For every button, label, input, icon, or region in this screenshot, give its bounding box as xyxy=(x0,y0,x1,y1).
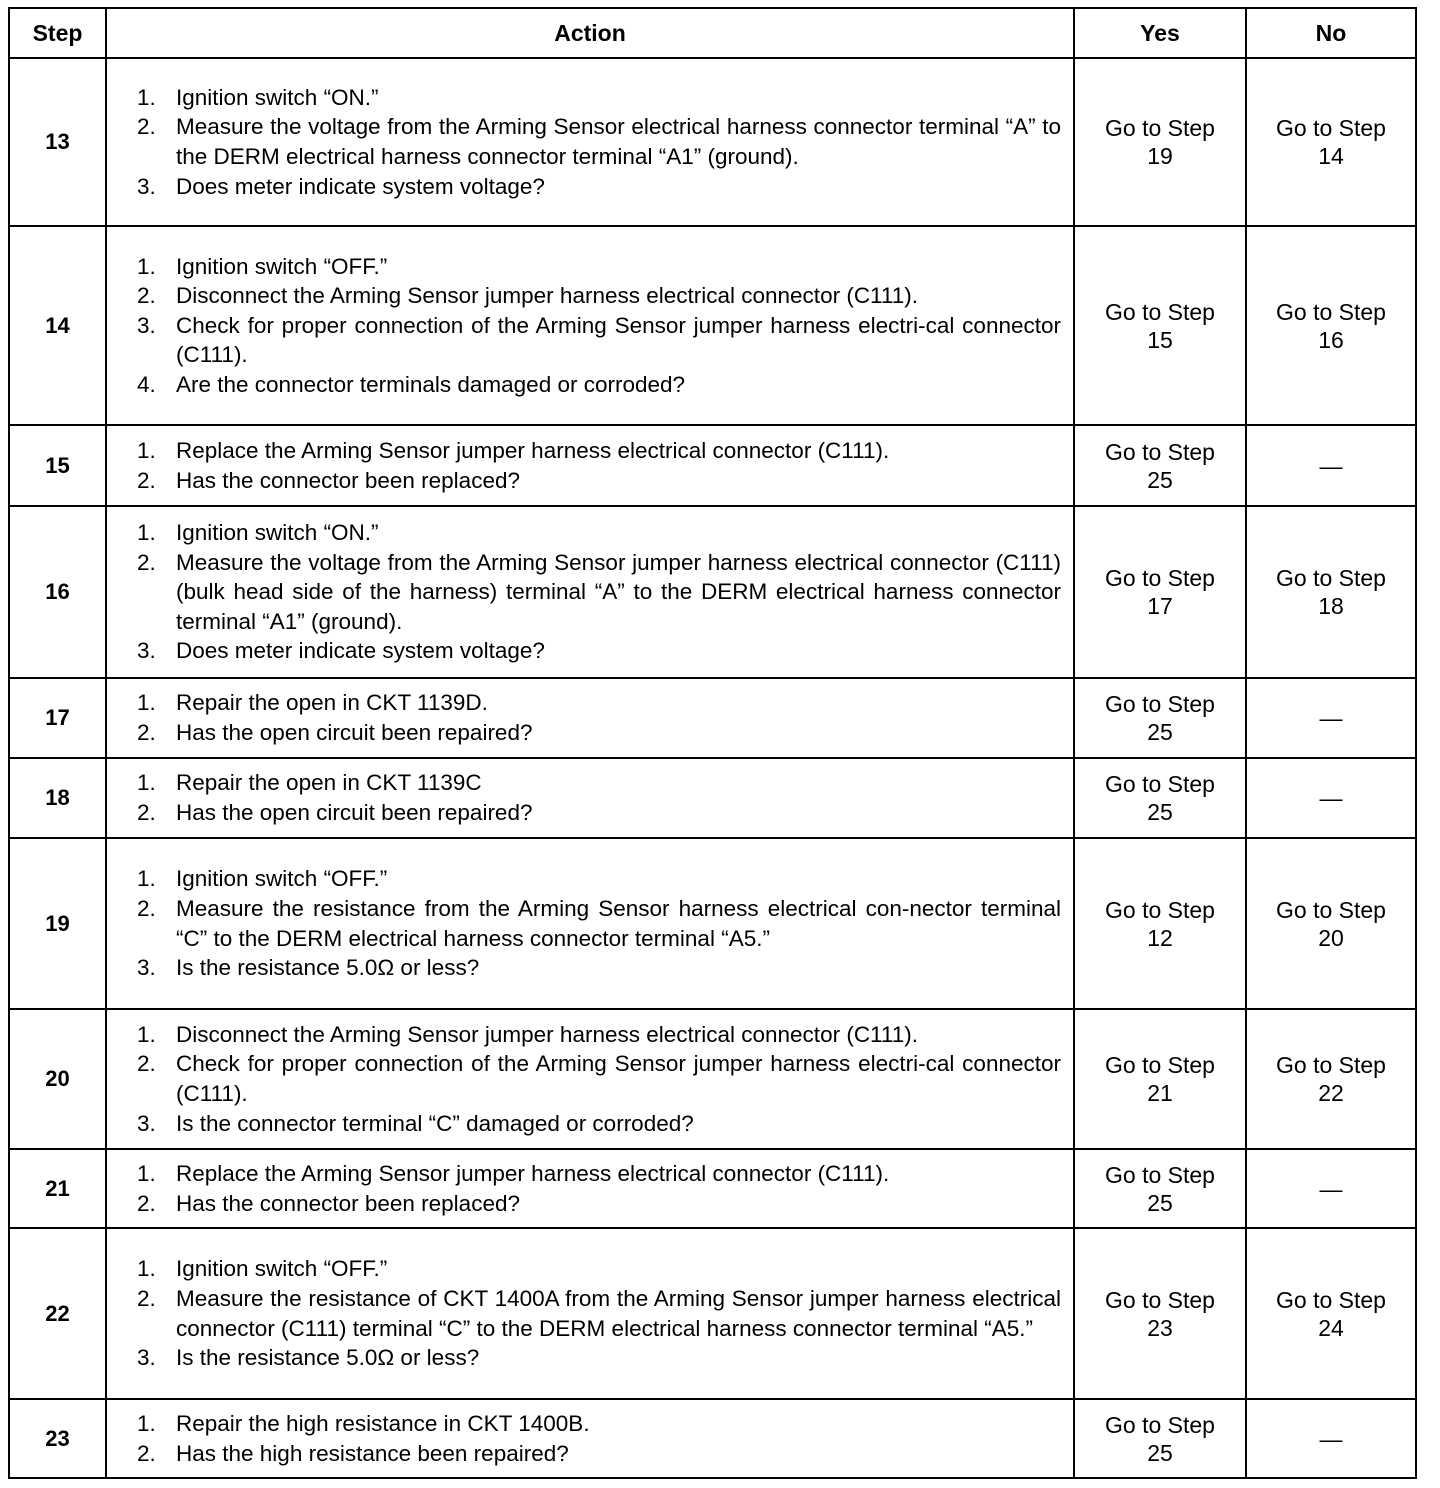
yes-result: Go to Step 17 xyxy=(1074,506,1246,678)
action-item-number: 3. xyxy=(137,1345,156,1371)
action-list-item xyxy=(129,636,1061,666)
action-item-number: 3. xyxy=(137,1110,156,1136)
action-cell xyxy=(106,425,1074,506)
action-item-text: Check for proper connection of the Arming Sensor jumper harness electri-cal connector (C111). xyxy=(176,312,1061,368)
action-list-item xyxy=(129,436,1061,466)
action-item-number: 1. xyxy=(137,1410,156,1436)
action-list xyxy=(129,1254,1061,1372)
action-list-item xyxy=(129,953,1061,983)
table-row xyxy=(9,506,1416,678)
action-item-number: 2. xyxy=(137,467,156,493)
action-item-text: Measure the resistance from the Arming Sensor harness electrical con-nector terminal “C” to the DERM electrical harness connector terminal “A5.” xyxy=(176,895,1061,951)
step-number: 15 xyxy=(9,425,106,506)
action-item-text: Measure the voltage from the Arming Sensor jumper harness electrical connector (C111) (bulk head side of the harness) terminal “A” to the DERM electrical harness connector terminal “A1” (ground). xyxy=(176,549,1061,634)
action-item-number: 2. xyxy=(137,895,156,921)
action-list-item xyxy=(129,1020,1061,1050)
action-list xyxy=(129,864,1061,982)
action-item-text: Ignition switch “OFF.” xyxy=(176,1256,388,1282)
action-list-item xyxy=(129,311,1061,370)
action-item-number: 1. xyxy=(137,253,156,279)
action-cell xyxy=(106,506,1074,678)
action-list-item xyxy=(129,1284,1061,1343)
header-no: No xyxy=(1246,8,1416,58)
action-list-item xyxy=(129,83,1061,113)
action-list-item xyxy=(129,1109,1061,1139)
action-item-number: 1. xyxy=(137,1256,156,1282)
header-action: Action xyxy=(106,8,1074,58)
yes-result: Go to Step 25 xyxy=(1074,1149,1246,1228)
action-item-text: Has the connector been replaced? xyxy=(176,1190,520,1216)
action-item-number: 2. xyxy=(137,283,156,309)
action-list-item xyxy=(129,1159,1061,1189)
action-item-text: Is the resistance 5.0Ω or less? xyxy=(176,1345,480,1371)
action-item-text: Repair the open in CKT 1139C xyxy=(176,770,482,796)
table-row xyxy=(9,425,1416,506)
action-item-number: 2. xyxy=(137,1190,156,1216)
action-item-text: Disconnect the Arming Sensor jumper harness electrical connector (C111). xyxy=(176,1021,919,1047)
no-result: — xyxy=(1246,425,1416,506)
no-result: Go to Step 24 xyxy=(1246,1228,1416,1399)
action-item-text: Is the resistance 5.0Ω or less? xyxy=(176,955,480,981)
step-number: 22 xyxy=(9,1228,106,1399)
step-number: 21 xyxy=(9,1149,106,1228)
action-item-number: 2. xyxy=(137,1440,156,1466)
yes-result: Go to Step 21 xyxy=(1074,1009,1246,1149)
action-item-text: Disconnect the Arming Sensor jumper harness electrical connector (C111). xyxy=(176,283,919,309)
action-cell xyxy=(106,758,1074,838)
action-list-item xyxy=(129,281,1061,311)
yes-result: Go to Step 23 xyxy=(1074,1228,1246,1399)
table-row xyxy=(9,758,1416,838)
table-row xyxy=(9,58,1416,226)
action-item-text: Ignition switch “ON.” xyxy=(176,84,379,110)
action-item-text: Repair the open in CKT 1139D. xyxy=(176,690,488,716)
table-row xyxy=(9,1228,1416,1399)
table-row xyxy=(9,838,1416,1009)
action-item-number: 1. xyxy=(137,1160,156,1186)
action-item-text: Does meter indicate system voltage? xyxy=(176,638,545,664)
action-item-text: Has the connector been replaced? xyxy=(176,467,520,493)
action-item-number: 1. xyxy=(137,690,156,716)
action-cell xyxy=(106,1149,1074,1228)
action-list-item xyxy=(129,1189,1061,1219)
action-item-number: 3. xyxy=(137,638,156,664)
action-item-text: Has the open circuit been repaired? xyxy=(176,800,533,825)
action-list-item xyxy=(129,518,1061,548)
action-list-item xyxy=(129,798,1061,828)
action-list-item xyxy=(129,688,1061,718)
action-list-item xyxy=(129,370,1061,400)
action-item-number: 2. xyxy=(137,720,156,745)
action-item-number: 1. xyxy=(137,437,156,463)
action-item-number: 4. xyxy=(137,371,156,397)
action-item-number: 1. xyxy=(137,770,156,796)
yes-result: Go to Step 25 xyxy=(1074,678,1246,758)
table-row xyxy=(9,1009,1416,1149)
action-item-text: Ignition switch “OFF.” xyxy=(176,253,388,279)
action-list-item xyxy=(129,1049,1061,1108)
diagnostic-step-table xyxy=(8,7,1417,1479)
action-cell xyxy=(106,58,1074,226)
yes-result: Go to Step 25 xyxy=(1074,1399,1246,1478)
action-list-item xyxy=(129,1439,1061,1469)
step-number: 13 xyxy=(9,58,106,226)
action-item-text: Check for proper connection of the Arming Sensor jumper harness electri-cal connector (C111). xyxy=(176,1051,1061,1106)
table-header-row xyxy=(9,8,1416,58)
action-item-number: 3. xyxy=(137,173,156,199)
action-list-item xyxy=(129,864,1061,894)
action-item-text: Are the connector terminals damaged or corroded? xyxy=(176,371,686,397)
action-list-item xyxy=(129,252,1061,282)
action-item-number: 2. xyxy=(137,1285,156,1311)
step-number: 23 xyxy=(9,1399,106,1478)
action-cell xyxy=(106,226,1074,425)
action-item-text: Replace the Arming Sensor jumper harness electrical connector (C111). xyxy=(176,437,890,463)
action-list-item xyxy=(129,1409,1061,1439)
step-number: 16 xyxy=(9,506,106,678)
action-item-text: Has the high resistance been repaired? xyxy=(176,1440,569,1466)
action-cell xyxy=(106,678,1074,758)
action-cell xyxy=(106,1228,1074,1399)
table-body xyxy=(9,58,1416,1478)
step-number: 17 xyxy=(9,678,106,758)
header-step: Step xyxy=(9,8,106,58)
action-item-number: 2. xyxy=(137,549,156,575)
action-list xyxy=(129,436,1061,495)
action-item-text: Has the open circuit been repaired? xyxy=(176,720,533,745)
action-item-number: 3. xyxy=(137,955,156,981)
no-result: — xyxy=(1246,1399,1416,1478)
action-list-item xyxy=(129,718,1061,748)
action-list xyxy=(129,1020,1061,1138)
yes-result: Go to Step 25 xyxy=(1074,425,1246,506)
yes-result: Go to Step 19 xyxy=(1074,58,1246,226)
action-item-number: 2. xyxy=(137,800,156,825)
table-row xyxy=(9,1399,1416,1478)
step-number: 20 xyxy=(9,1009,106,1149)
yes-result: Go to Step 12 xyxy=(1074,838,1246,1009)
no-result: — xyxy=(1246,1149,1416,1228)
no-result: Go to Step 16 xyxy=(1246,226,1416,425)
action-item-text: Ignition switch “ON.” xyxy=(176,520,379,546)
action-list-item xyxy=(129,466,1061,496)
action-item-number: 1. xyxy=(137,1021,156,1047)
yes-result: Go to Step 25 xyxy=(1074,758,1246,838)
action-list-item xyxy=(129,112,1061,171)
action-item-number: 1. xyxy=(137,520,156,546)
action-item-text: Ignition switch “OFF.” xyxy=(176,866,388,892)
no-result: Go to Step 22 xyxy=(1246,1009,1416,1149)
action-list-item xyxy=(129,1254,1061,1284)
action-list xyxy=(129,252,1061,400)
action-list-item xyxy=(129,548,1061,637)
action-item-number: 3. xyxy=(137,312,156,338)
step-number: 14 xyxy=(9,226,106,425)
no-result: Go to Step 18 xyxy=(1246,506,1416,678)
step-number: 18 xyxy=(9,758,106,838)
action-item-text: Is the connector terminal “C” damaged or corroded? xyxy=(176,1110,694,1136)
action-list xyxy=(129,1159,1061,1218)
action-list xyxy=(129,1409,1061,1468)
action-item-text: Replace the Arming Sensor jumper harness electrical connector (C111). xyxy=(176,1160,890,1186)
action-list-item xyxy=(129,768,1061,798)
action-list-item xyxy=(129,1343,1061,1373)
action-list xyxy=(129,518,1061,666)
table-row xyxy=(9,1149,1416,1228)
no-result: — xyxy=(1246,678,1416,758)
table-row xyxy=(9,226,1416,425)
action-item-number: 1. xyxy=(137,84,156,110)
action-cell xyxy=(106,1399,1074,1478)
action-list-item xyxy=(129,894,1061,953)
action-item-number: 2. xyxy=(137,114,156,140)
action-list-item xyxy=(129,172,1061,202)
no-result: Go to Step 20 xyxy=(1246,838,1416,1009)
action-item-text: Repair the high resistance in CKT 1400B. xyxy=(176,1410,590,1436)
action-list xyxy=(129,768,1061,827)
action-list xyxy=(129,688,1061,747)
action-item-number: 2. xyxy=(137,1051,156,1077)
yes-result: Go to Step 15 xyxy=(1074,226,1246,425)
action-item-text: Measure the resistance of CKT 1400A from the Arming Sensor jumper harness electrical connector (C111) terminal “C” to the DERM electrical harness connector terminal “A5.” xyxy=(176,1285,1061,1341)
action-item-number: 1. xyxy=(137,866,156,892)
action-cell xyxy=(106,1009,1074,1149)
header-yes: Yes xyxy=(1074,8,1246,58)
no-result: — xyxy=(1246,758,1416,838)
action-list xyxy=(129,83,1061,201)
action-item-text: Measure the voltage from the Arming Sensor electrical harness connector terminal “A” to the DERM electrical harness connector terminal “A1” (ground). xyxy=(176,114,1061,169)
action-cell xyxy=(106,838,1074,1009)
no-result: Go to Step 14 xyxy=(1246,58,1416,226)
action-item-text: Does meter indicate system voltage? xyxy=(176,173,545,199)
step-number: 19 xyxy=(9,838,106,1009)
table-row xyxy=(9,678,1416,758)
